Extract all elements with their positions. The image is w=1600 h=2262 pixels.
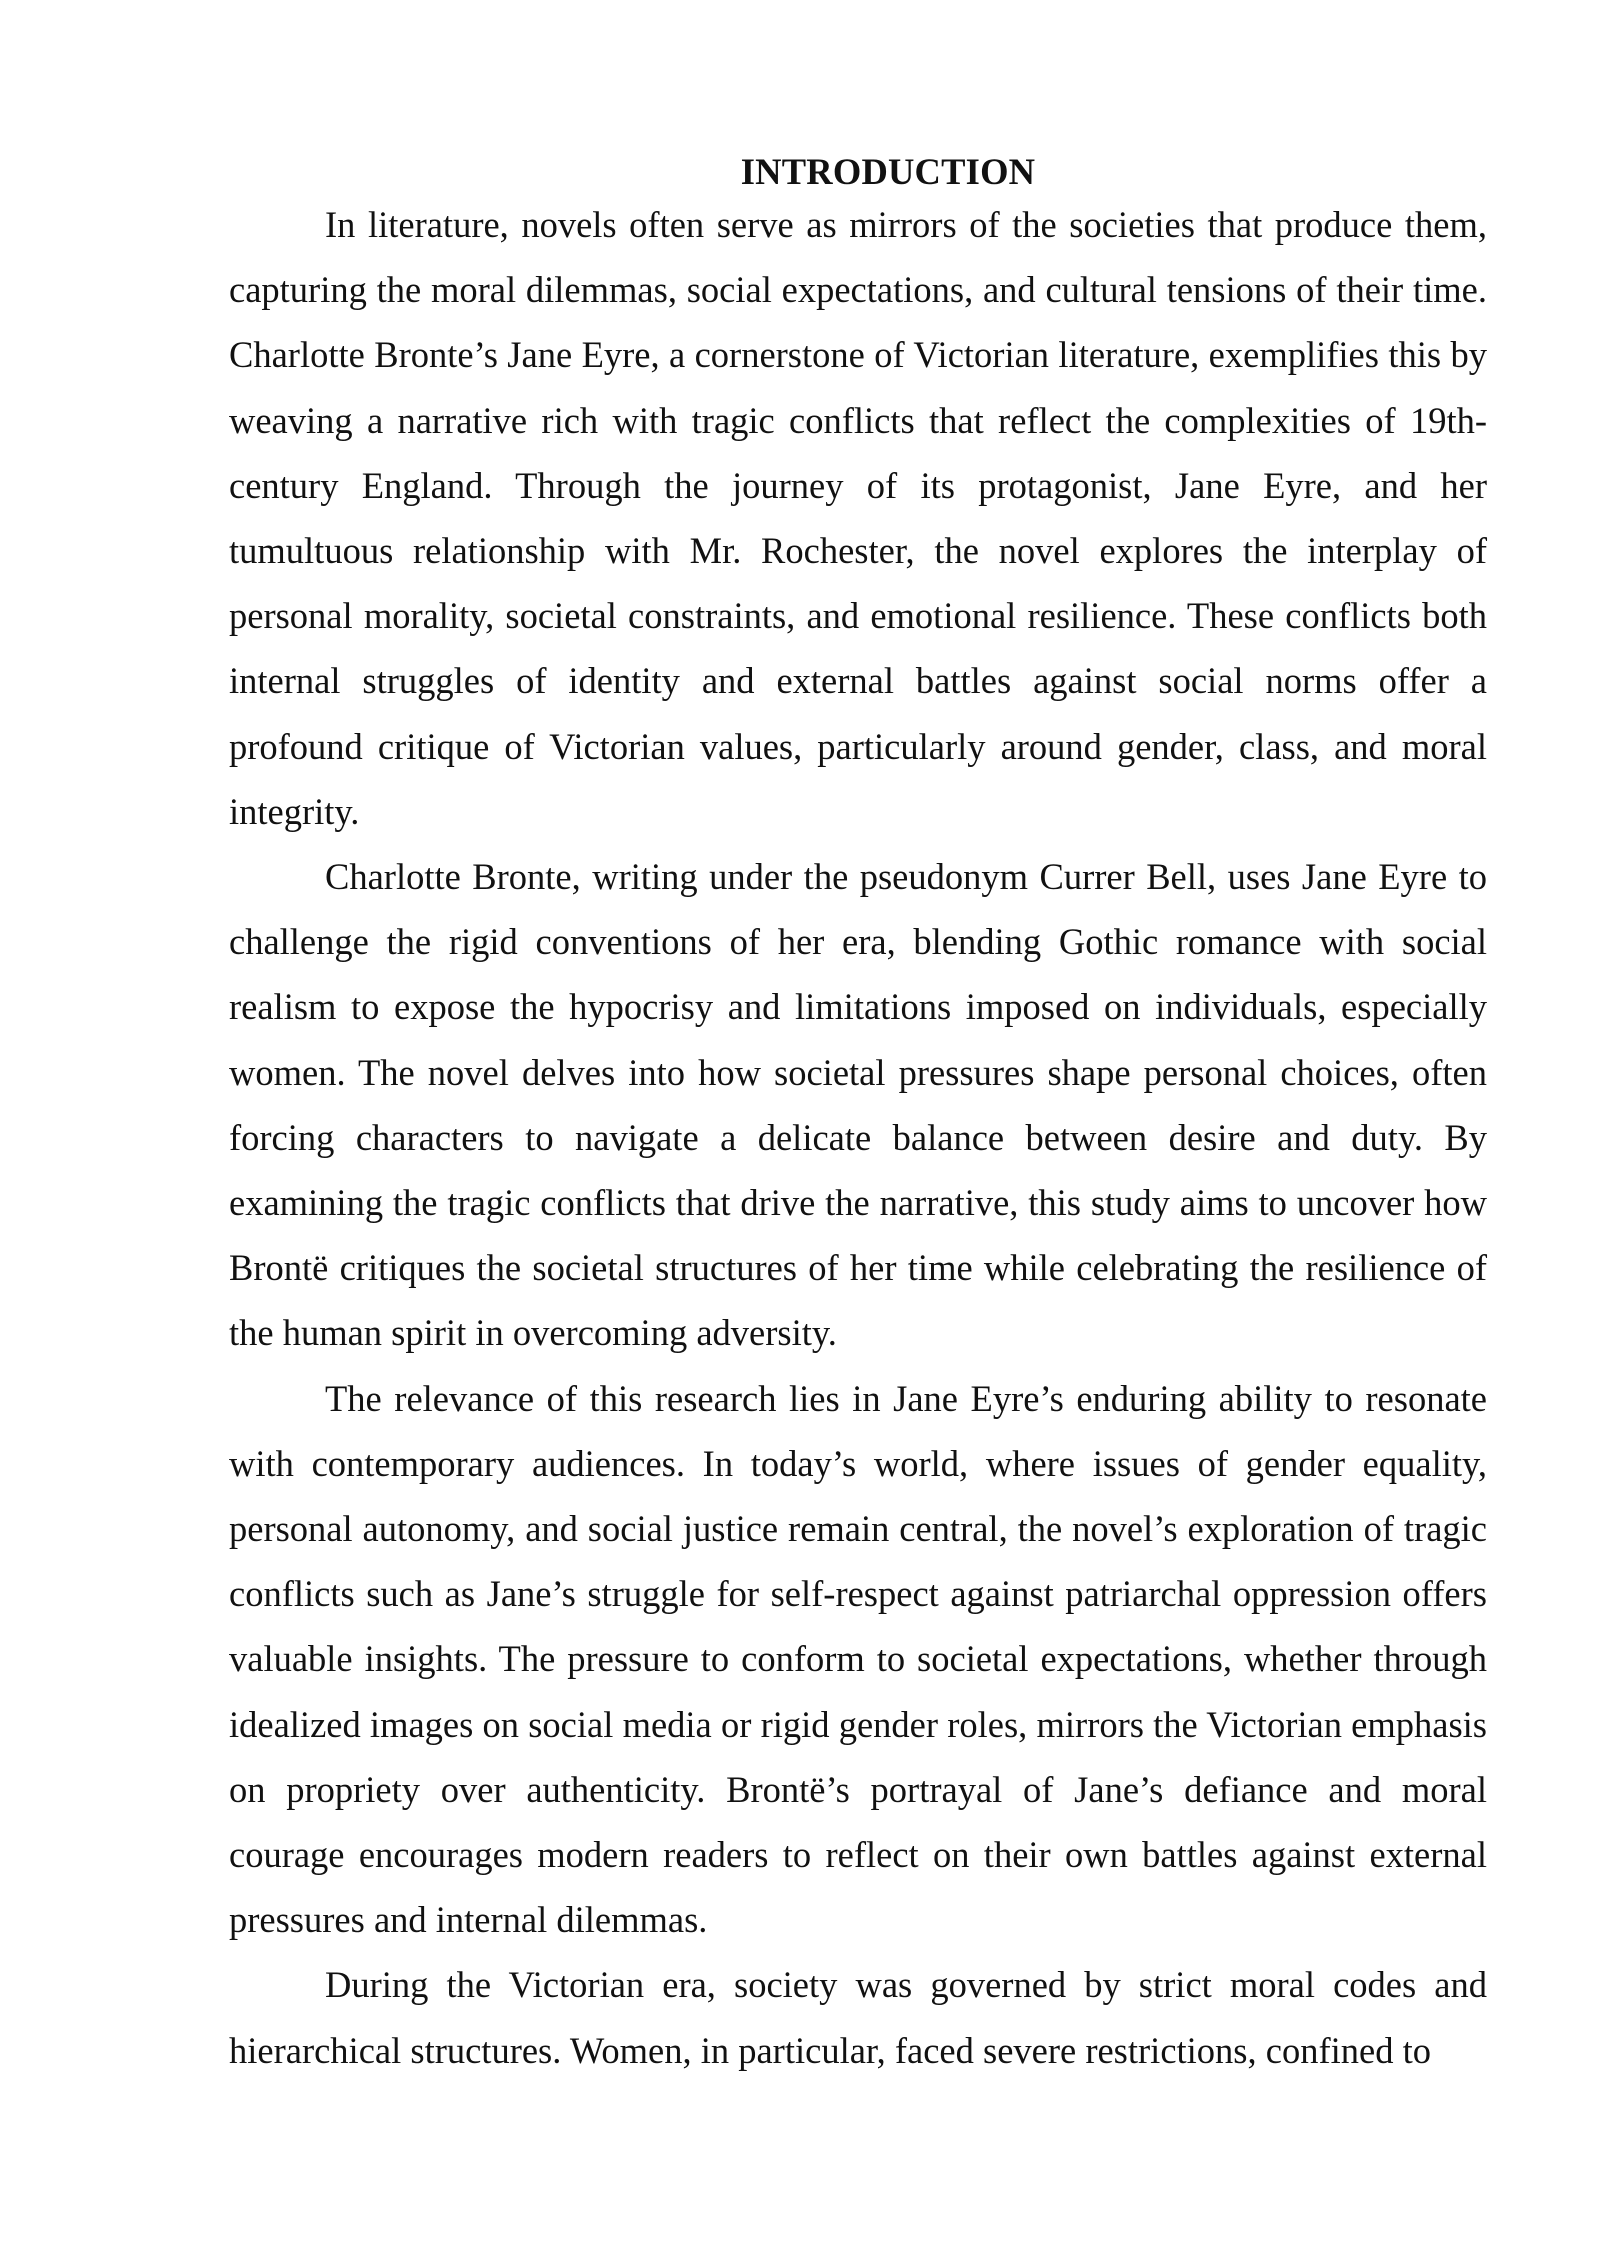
paragraph-3: The relevance of this research lies in Jane Eyre’s enduring ability to resonate with contemporary audiences. In today’s world, where issues of gender equality, personal autonomy, and social justice remain central, the novel’s exploration of tragic conflicts such as Jane’s struggle for self-respect against patriarchal oppression offers valuable insights. The pressure to conform to societal expectations, whether through idealized images on social media or rigid gender roles, mirrors the Victorian emphasis on propriety over authenticity. Brontë’s portrayal of Jane’s defiance and moral courage encourages modern readers to reflect on their own battles against external pressures and internal dilemmas. — [229, 1377, 1487, 1941]
section-heading: INTRODUCTION — [740, 151, 1036, 192]
paragraph-1: In literature, novels often serve as mirrors of the societies that produce them, capturing the moral dilemmas, social expectations, and cultural tensions of their time. Charlotte Bronte’s Jane Eyre, a cornerstone of Victorian literature, exemplifies this by weaving a narrative rich with tragic conflicts that reflect the complexities of 19th-century England. Through the journey of its protagonist, Jane Eyre, and her tumultuous relationship with Mr. Rochester, the novel explores the interplay of personal morality, societal constraints, and emotional resilience. These conflicts both internal struggles of identity and external battles against social norms offer a profound critique of Victorian values, particularly around gender, class, and moral integrity. — [229, 204, 1487, 832]
paragraph-4: During the Victorian era, society was governed by strict moral codes and hierarchical structures. Women, in particular, faced severe restrictions, confined to — [229, 1964, 1487, 2071]
paragraph-2: Charlotte Bronte, writing under the pseudonym Currer Bell, uses Jane Eyre to challenge the rigid conventions of her era, blending Gothic romance with social realism to expose the hypocrisy and limitations imposed on individuals, especially women. The novel delves into how societal pressures shape personal choices, often forcing characters to navigate a delicate balance between desire and duty. By examining the tragic conflicts that drive the narrative, this study aims to uncover how Brontë critiques the societal structures of her time while celebrating the resilience of the human spirit in overcoming adversity. — [229, 856, 1487, 1354]
document-body — [229, 150, 1487, 2083]
